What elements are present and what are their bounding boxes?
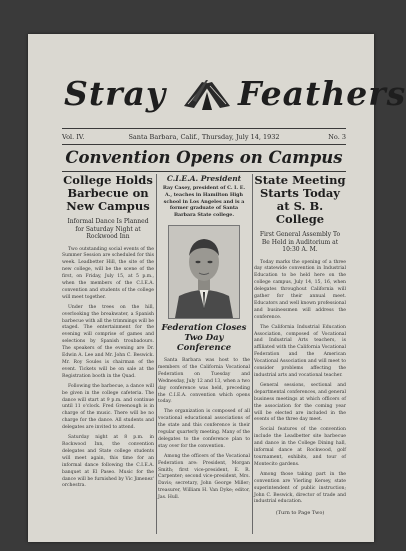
column-state-meeting — [254, 174, 346, 539]
article-paragraph: Today marks the opening of a three day statewide convention in Industrial Education to be held here on the college campus, July 14, 15, 16, when delegates throughout California will gather for their annual meet. Educators and well known professional and businessmen will address the conference. — [254, 259, 346, 320]
column-divider — [156, 174, 157, 534]
president-box-head: C.I.E.A. President — [166, 174, 242, 183]
column-barbecue — [62, 174, 154, 539]
place-date: Santa Barbara, Calif., Thursday, July 14, 1932 — [128, 133, 280, 141]
president-caption: Ray Casey, president of C. I. E. A., teaches in Hamilton High school in Los Angeles and is a former graduate of Santa Barbara State college. — [162, 185, 246, 219]
banner-rule — [62, 171, 346, 172]
federation-headline: Federation Closes Two Day Conference — [161, 322, 247, 353]
article-paragraph: Among the officers of the Vocational Federation are: President, Morgan Smith; first vice-president, E. R. Carpenter; second vice-president, Mrs. Davis; secretary, John George Miller; treasurer, William H. Van Dyke; editor, Jas. Hull. — [158, 453, 250, 501]
column-president — [158, 174, 250, 539]
article-paragraph: Santa Barbara was host to the members of the California Vocational Federation on Tuesday and Wednesday, July 12 and 13, when a two day conference was held, preceding the C.I.E.A. convention which opens today. — [158, 357, 250, 405]
state-meeting-headline: State Meeting Starts Today at S. B. College — [254, 173, 346, 226]
article-paragraph: The organization is composed of all vocational educational associations of the state and this conference is their regular quarterly meeting. Many of the delegates to the conference plan to stay over for the convention. — [158, 409, 250, 449]
article-paragraph: Following the barbecue, a dance will be given in the college cafeteria. The dance will start at 9 p.m. and continue until 11 o'clock. Fred Greenough is in charge of the music. There will be no charge for the dance. All students and delegates are invited to attend. — [62, 383, 154, 431]
dateline — [62, 131, 346, 143]
president-portrait-photo — [168, 225, 240, 319]
article-paragraph: Among those taking part in the convention are Vierling Kersey, state superintendent of public instruction; John C. Beswick, director of trade and industrial education. — [254, 471, 346, 505]
barbecue-deck: Informal Dance Is Planned for Saturday Night at Rockwood Inn — [67, 218, 149, 240]
article-paragraph: Social features of the convention include the Leadbetter site barbecue and dance in the College Dining hall, informal dance at Rockwood, golf tournament, exhibits, and tour of Montecito gardens. — [254, 427, 346, 467]
barbecue-headline: College Holds Barbecue on New Campus — [63, 173, 153, 213]
article-paragraph: Two outstanding social events of the Summer Session are scheduled for this week. Leadbetter Hill, the site of the new college, will be the scene of the first, on Friday, July 15, at 5 p.m., when the members of the C.I.E.A. convention and students of the college will meet together. — [62, 246, 154, 300]
feather-emblem-icon — [180, 76, 234, 112]
volume-label: Vol. IV. — [62, 133, 85, 141]
masthead — [28, 72, 406, 118]
article-paragraph: The California Industrial Education Association, composed of Vocational and Industrial Arts teachers, is affiliated with the California Vocational Federation and the American Vocational Association and will meet to consider problems affecting the industrial arts and vocational teacher. — [254, 324, 346, 378]
banner-headline: Convention Opens on Campus — [65, 148, 343, 167]
article-paragraph: Under the trees on the hill, overlooking the breakwater, a Spanish barbecue with all the trimmings will be staged. The entertainment for the evening will comprise of games and selections by Spanish troubadours. The speakers of the evening are Dr. Edwin A. Lee and Mr. John C. Beswick. Mr. Roy Soules is chairman of the event. Tickets will be on sale at the Registration booth in the Quad. — [62, 304, 154, 379]
state-meeting-deck: First General Assembly To Be Held in Auditorium at 10:30 A. M. — [259, 231, 341, 253]
dateline-rule — [62, 144, 346, 145]
masthead-word-left: Stray — [64, 74, 167, 113]
article-paragraph: Saturday night at 8 p.m. in Rockwood Inn, the convention delegates and State college students will meet again, this time for an informal dance following the C.I.E.A. banquet at El Paseo. Music for the dance will be furnished by Vic Jimenez' orchestra. — [62, 435, 154, 489]
column-divider — [252, 174, 253, 534]
article-paragraph: General sessions, sectional and departmental conferences, and general business meetings at which officers of the association for the coming year will be elected are included in the events of the three day meet. — [254, 382, 346, 423]
newspaper-page — [28, 34, 406, 542]
continued-note: (Turn to Page Two) — [275, 510, 325, 517]
top-rule — [62, 128, 346, 129]
masthead-word-right: Feathers — [238, 74, 406, 113]
issue-number: No. 3 — [328, 133, 346, 141]
